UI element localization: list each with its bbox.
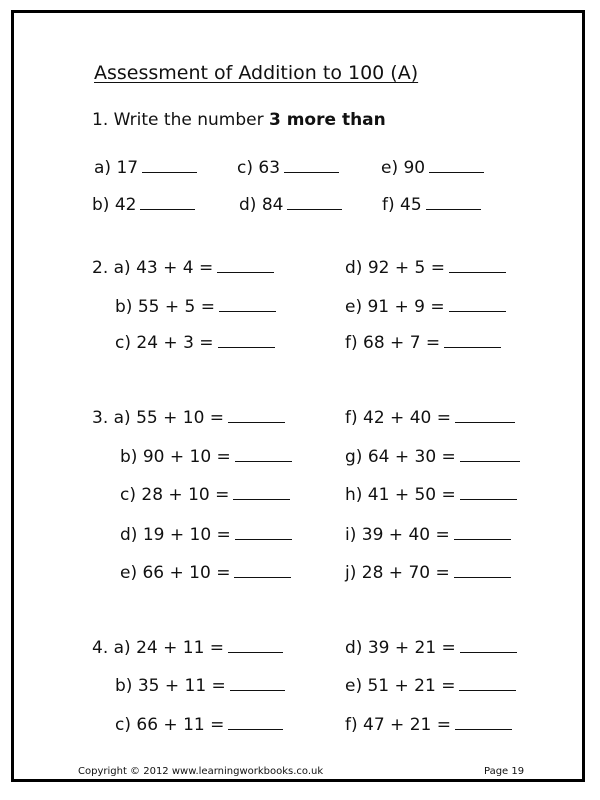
q2-item-c: c) 24 + 3 = <box>115 333 275 353</box>
q4-item-f: f) 47 + 21 = <box>345 715 512 735</box>
q3-item-j: j) 28 + 70 = <box>345 563 511 583</box>
q3-item-h: h) 41 + 50 = <box>345 485 517 505</box>
q1-item-b: b) 42 <box>92 195 195 215</box>
q3-item-a: 3. a) 55 + 10 = <box>92 408 285 428</box>
q4-item-c: c) 66 + 11 = <box>115 715 283 735</box>
q1-prompt <box>92 110 386 130</box>
q3-item-c: c) 28 + 10 = <box>120 485 290 505</box>
q2-item-b: b) 55 + 5 = <box>115 297 276 317</box>
q3-item-i: i) 39 + 40 = <box>345 525 511 545</box>
q2-item-e: e) 91 + 9 = <box>345 297 506 317</box>
q3-item-g: g) 64 + 30 = <box>345 447 520 467</box>
q2-item-d: d) 92 + 5 = <box>345 258 506 278</box>
q4-item-b: b) 35 + 11 = <box>115 676 285 696</box>
q1-item-d: d) 84 <box>239 195 342 215</box>
q3-item-d: d) 19 + 10 = <box>120 525 292 545</box>
q3-item-b: b) 90 + 10 = <box>120 447 292 467</box>
q3-item-f: f) 42 + 40 = <box>345 408 515 428</box>
q4-item-a: 4. a) 24 + 11 = <box>92 638 283 658</box>
q1-item-a: a) 17 <box>94 158 197 178</box>
footer-page-number: Page 19 <box>484 766 525 777</box>
q1-item-e: e) 90 <box>381 158 484 178</box>
q3-item-e: e) 66 + 10 = <box>120 563 291 583</box>
worksheet-title: Assessment of Addition to 100 (A) <box>94 62 419 84</box>
q1-prompt-text: 1. Write the number <box>92 110 264 130</box>
q4-item-e: e) 51 + 21 = <box>345 676 516 696</box>
q4-item-d: d) 39 + 21 = <box>345 638 517 658</box>
footer-copyright: Copyright © 2012 www.learningworkbooks.co.uk <box>78 766 324 777</box>
q1-item-f: f) 45 <box>382 195 481 215</box>
q2-item-f: f) 68 + 7 = <box>345 333 501 353</box>
q2-item-a: 2. a) 43 + 4 = <box>92 258 274 278</box>
q1-emphasis: 3 more than <box>268 110 386 130</box>
q1-item-c: c) 63 <box>237 158 339 178</box>
